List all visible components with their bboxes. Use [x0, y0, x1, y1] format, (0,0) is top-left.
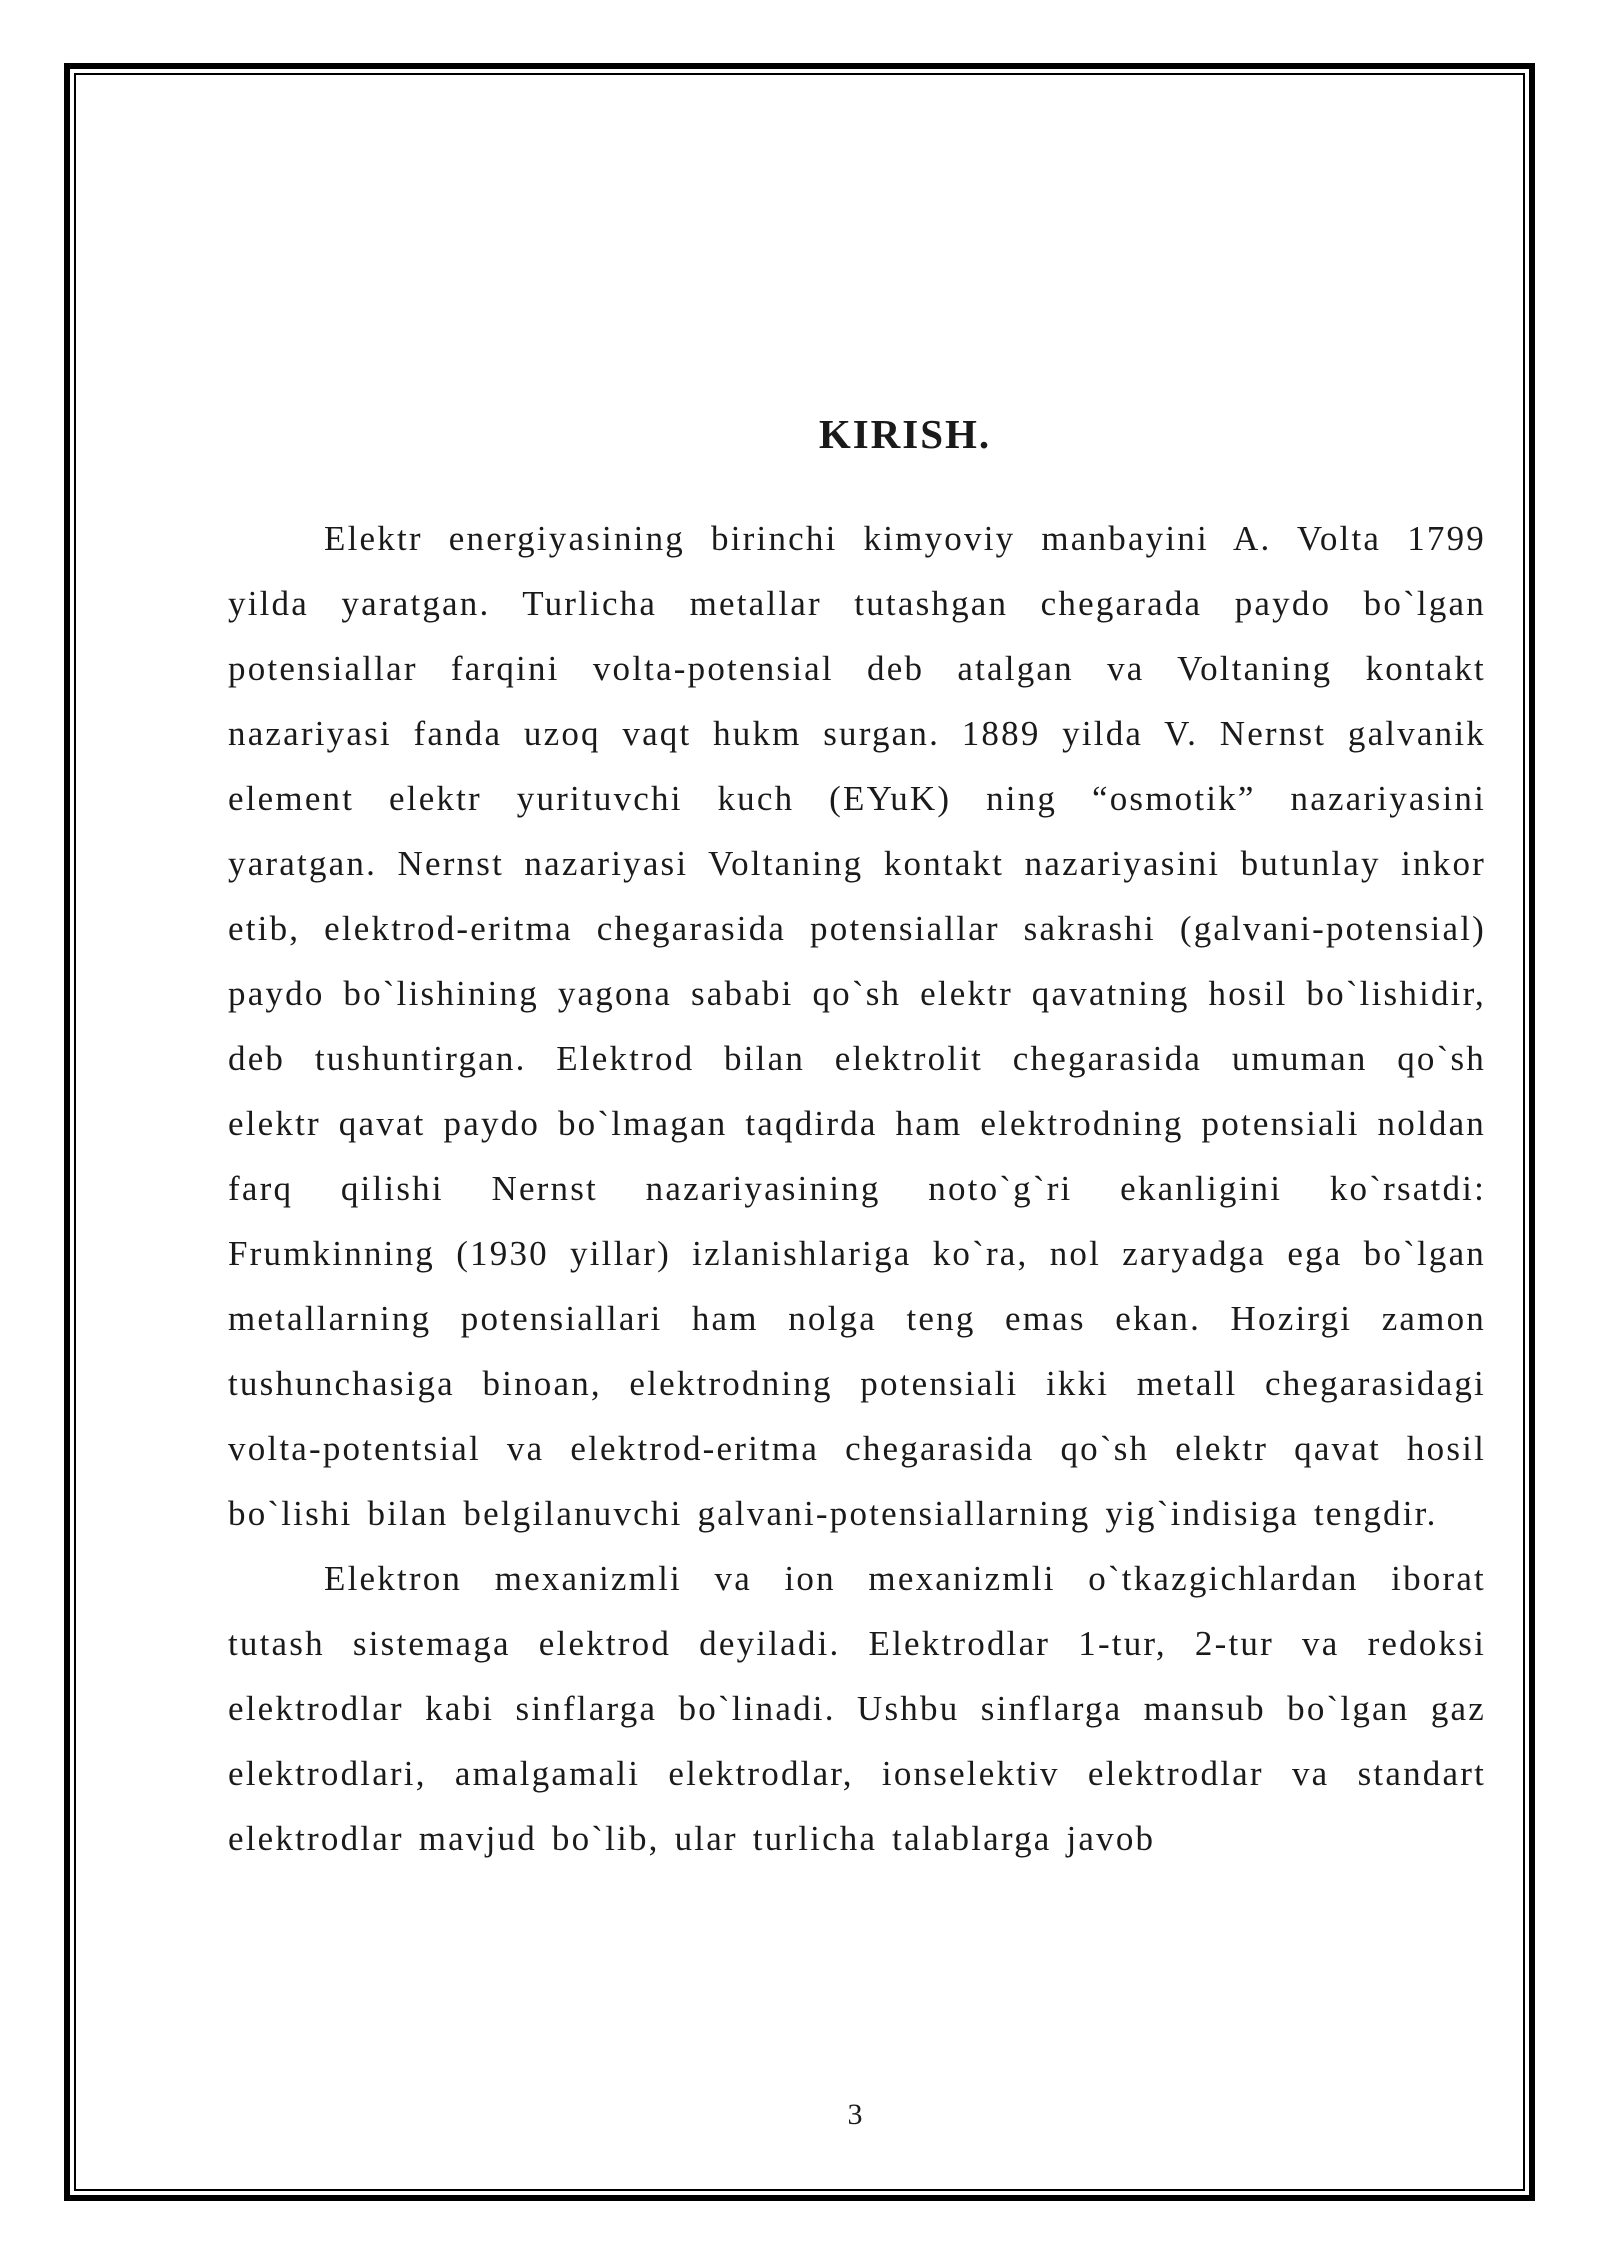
- body-text: [228, 506, 1486, 1871]
- page-title: KIRISH.: [818, 411, 992, 457]
- paragraph-2: Elektron mexanizmli va ion mexanizmli o`tkazgichlardan iborat tutash sistemaga elektrod deyiladi. Elektrodlar 1-tur, 2-tur va redoksi elektrodlar kabi sinflarga bo`linadi. Ushbu sinflarga mansub bo`lgan gaz elektrodlari, amalgamali elektrodlar, ionselektiv elektrodlar va standart elektrodlar mavjud bo`lib, ular turlicha talablarga javob: [228, 1559, 1486, 1858]
- paragraph-1: Elektr energiyasining birinchi kimyoviy manbayini A. Volta 1799 yilda yaratgan. Turlicha metallar tutashgan chegarada paydo bo`lgan potensiallar farqini volta-potensial deb atalgan va Voltaning kontakt nazariyasi fanda uzoq vaqt hukm surgan. 1889 yilda V. Nernst galvanik element elektr yurituvchi kuch (EYuK) ning “osmotik” nazariyasini yaratgan. Nernst nazariyasi Voltaning kontakt nazariyasini butunlay inkor etib, elektrod-eritma chegarasida potensiallar sakrashi (galvani-potensial) paydo bo`lishining yagona sababi qo`sh elektr qavatning hosil bo`lishidir, deb tushuntirgan. Elektrod bilan elektrolit chegarasida umuman qo`sh elektr qavat paydo bo`lmagan taqdirda ham elektrodning potensiali noldan farq qilishi Nernst nazariyasining noto`g`ri ekanligini ko`rsatdi: Frumkinning (1930 yillar) izlanishlariga ko`ra, nol zaryadga ega bo`lgan metallarning potensiallari ham nolga teng emas ekan. Hozirgi zamon tushunchasiga binoan, elektrodning potensiali ikki metall chegarasidagi volta-potentsial va elektrod-eritma chegarasida qo`sh elektr qavat hosil bo`lishi bilan belgilanuvchi galvani-potensiallarning yig`indisiga tengdir.: [228, 519, 1486, 1533]
- page-number: 3: [847, 2098, 863, 2131]
